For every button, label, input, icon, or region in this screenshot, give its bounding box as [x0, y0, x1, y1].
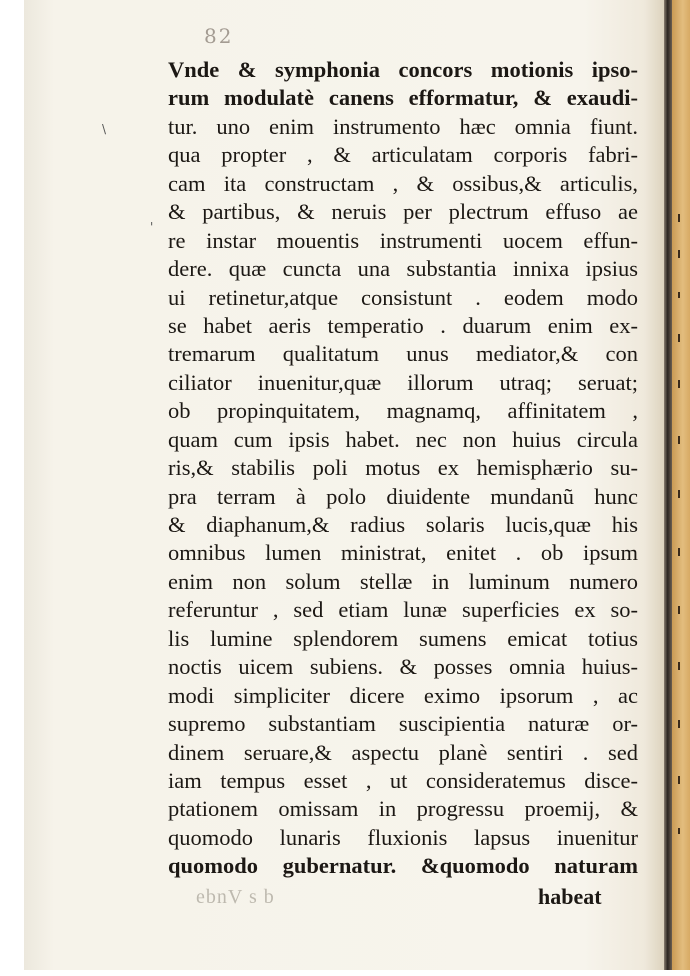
text-line: quam cum ipsis habet. nec non huius circula	[168, 426, 638, 452]
text-line: supremo substantiam suscipientia naturæ or-	[168, 711, 638, 737]
page-number: 82	[204, 24, 234, 48]
catchword: habeat	[538, 884, 602, 909]
text-line: cam ita constructam , & ossibus,& articulis,	[168, 170, 638, 196]
text-line: lis lumine splendorem sumens emicat totius	[168, 625, 638, 651]
facing-page-mark	[678, 606, 680, 614]
facing-page-mark	[678, 250, 680, 258]
text-line: dere. quæ cuncta una substantia innixa ipsius	[168, 256, 638, 282]
facing-page-mark	[678, 548, 680, 556]
text-line: rum modulatè canens efformatur, & exaudi-	[168, 85, 638, 111]
facing-page-mark	[678, 214, 680, 222]
scan-border	[0, 970, 690, 976]
text-line: & partibus, & neruis per plectrum effuso ae	[168, 199, 638, 225]
text-line: ptationem omissam in progressu proemij, &	[168, 796, 638, 822]
facing-page-mark	[678, 720, 680, 728]
facing-page-mark	[678, 334, 680, 342]
text-line: tremarum qualitatum unus mediator,& con	[168, 341, 638, 367]
text-line: iam tempus esset , ut consideratemus disce-	[168, 767, 638, 793]
text-line: quomodo gubernatur. &quomodo naturam	[168, 853, 638, 879]
margin-mark: '	[150, 220, 154, 234]
text-line: quomodo lunaris fluxionis lapsus inuenitur	[168, 824, 638, 850]
text-line: pra terram à polo diuidente mundanũ hunc	[168, 483, 638, 509]
facing-page-mark	[678, 776, 680, 784]
facing-page-mark	[678, 662, 680, 670]
margin-mark: \	[102, 122, 107, 136]
facing-page-edge	[672, 0, 690, 970]
text-line: referuntur , sed etiam lunæ superficies ex so-	[168, 597, 638, 623]
text-line: se habet aeris temperatio . duarum enim ex-	[168, 312, 638, 338]
text-line: enim non solum stellæ in luminum numero	[168, 568, 638, 594]
facing-page-mark	[678, 828, 680, 834]
text-line: Vnde & symphonia concors motionis ipso-	[168, 57, 638, 82]
text-line: omnibus lumen ministrat, enitet . ob ipsum	[168, 540, 638, 566]
text-line: re instar mouentis instrumenti uocem effun-	[168, 227, 638, 253]
text-line: tur. uno enim instrumento hæc omnia fiunt.	[168, 113, 638, 139]
book-gutter	[664, 0, 672, 970]
text-line: noctis uicem subiens. & posses omnia huius-	[168, 654, 638, 680]
text-line: modi simpliciter dicere eximo ipsorum , ac	[168, 682, 638, 708]
facing-page-mark	[678, 292, 680, 298]
text-line: qua propter , & articulatam corporis fabri-	[168, 142, 638, 168]
facing-page-mark	[678, 436, 680, 444]
text-line: & diaphanum,& radius solaris lucis,quæ his	[168, 512, 638, 537]
facing-page-mark	[678, 380, 680, 388]
text-line: dinem seruare,& aspectu planè sentiri . sed	[168, 739, 638, 765]
text-line: ciliator inuenitur,quæ illorum utraq; seruat;	[168, 369, 638, 395]
text-line: ui retinetur,atque consistunt . eodem modo	[168, 284, 638, 310]
facing-page-mark	[678, 490, 680, 498]
show-through-text: ebnV s b	[196, 886, 275, 908]
text-line: ob propinquitatem, magnamq, affinitatem ,	[168, 398, 638, 424]
text-line: ris,& stabilis poli motus ex hemisphærio su-	[168, 455, 638, 481]
body-text	[168, 56, 638, 881]
